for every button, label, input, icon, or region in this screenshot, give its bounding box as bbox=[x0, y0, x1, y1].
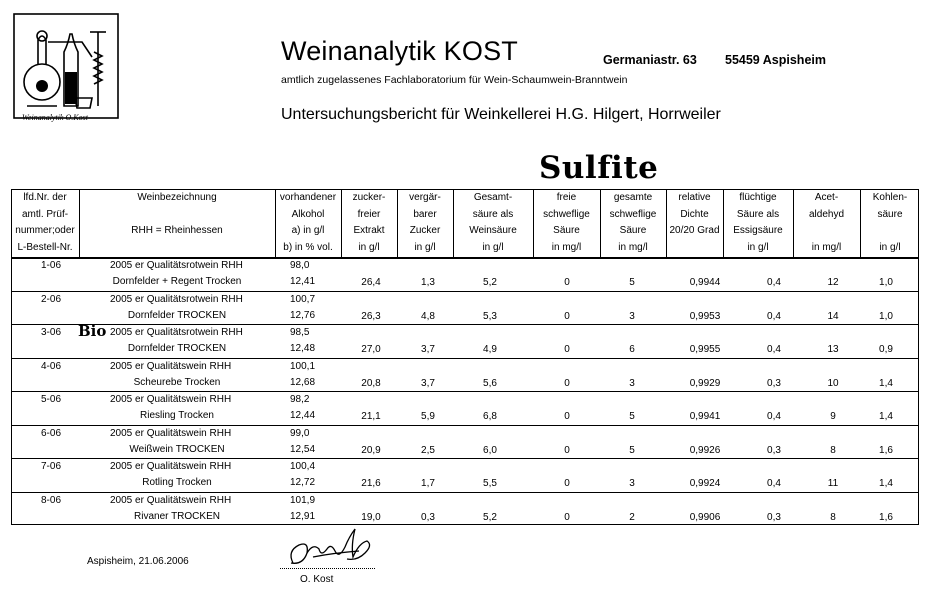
column-header-line: zucker- bbox=[352, 192, 386, 203]
column-header-line: Acet- bbox=[814, 192, 839, 203]
row-number: 5-06 bbox=[41, 394, 62, 405]
value-ges_so2: 3 bbox=[629, 478, 635, 489]
wine-name: Scheurebe Trocken bbox=[133, 376, 221, 388]
value-kohlen: 0,9 bbox=[879, 344, 893, 355]
column-header-line: in mg/l bbox=[551, 241, 582, 253]
value-frei_so2: 0 bbox=[564, 511, 570, 523]
value-kohlen: 1,6 bbox=[879, 444, 893, 456]
column-header-line: in g/l bbox=[879, 241, 901, 253]
row-separator bbox=[11, 291, 919, 292]
value-fluechtig: 0,4 bbox=[767, 344, 781, 355]
value-saeure: 5,6 bbox=[483, 377, 497, 389]
value-saeure: 5,5 bbox=[483, 478, 497, 489]
value-kohlen: 1,4 bbox=[879, 377, 893, 389]
wine-vintage: 2005 er Qualitätswein RHH bbox=[110, 427, 232, 439]
column-header-line: vergär- bbox=[409, 192, 441, 203]
value-ges_so2: 3 bbox=[629, 377, 635, 389]
column-header-line: in g/l bbox=[747, 241, 769, 253]
column-header-line: schweflige bbox=[609, 208, 657, 220]
signature-line bbox=[280, 568, 375, 569]
value-saeure: 5,2 bbox=[483, 511, 497, 523]
column-header-line: freier bbox=[357, 208, 381, 220]
value-zucker: 5,9 bbox=[421, 411, 435, 422]
value-kohlen: 1,0 bbox=[879, 310, 893, 322]
value-zucker: 0,3 bbox=[421, 511, 435, 523]
value-extrakt: 26,4 bbox=[361, 277, 381, 288]
column-header-line: nummer;oder bbox=[15, 225, 75, 237]
row-separator bbox=[11, 358, 919, 359]
value-extrakt: 21,6 bbox=[361, 478, 381, 489]
value-fluechtig: 0,3 bbox=[767, 444, 781, 456]
value-zucker: 1,3 bbox=[421, 277, 435, 288]
value-kohlen: 1,0 bbox=[879, 277, 893, 288]
lab-street: Germaniastr. 63 bbox=[603, 53, 697, 67]
wine-vintage: 2005 er Qualitätsrotwein RHH bbox=[110, 327, 243, 338]
row-number: 8-06 bbox=[41, 494, 62, 506]
column-header-line: säure bbox=[877, 208, 903, 220]
alcohol-vol: 12,54 bbox=[290, 443, 316, 455]
alcohol-gl: 98,5 bbox=[290, 327, 310, 338]
wine-vintage: 2005 er Qualitätsrotwein RHH bbox=[110, 260, 243, 271]
column-header-line: in mg/l bbox=[618, 241, 648, 253]
row-number: 6-06 bbox=[41, 427, 62, 439]
wine-name: Rivaner TROCKEN bbox=[134, 510, 220, 522]
wine-name: Dornfelder + Regent Trocken bbox=[112, 276, 242, 287]
row-separator bbox=[11, 425, 919, 426]
place-date: Aspisheim, 21.06.2006 bbox=[87, 556, 189, 567]
wine-name: Dornfelder TROCKEN bbox=[127, 343, 227, 354]
value-extrakt: 19,0 bbox=[361, 511, 381, 523]
wine-name: Weißwein TROCKEN bbox=[129, 443, 225, 455]
header-bottom-rule bbox=[11, 257, 919, 259]
value-fluechtig: 0,4 bbox=[767, 478, 781, 489]
column-header-line: Weinbezeichnung bbox=[137, 192, 217, 203]
column-header-line: in g/l bbox=[482, 241, 504, 253]
value-frei_so2: 0 bbox=[564, 377, 570, 389]
value-acet: 14 bbox=[827, 310, 839, 322]
column-header-line: b) in % vol. bbox=[283, 241, 333, 253]
sulfite-stamp: Sulfite bbox=[539, 150, 659, 186]
value-frei_so2: 0 bbox=[564, 310, 570, 322]
column-header-line: barer bbox=[413, 208, 437, 220]
value-frei_so2: 0 bbox=[564, 344, 570, 355]
alcohol-vol: 12,48 bbox=[290, 343, 316, 354]
row-separator bbox=[11, 492, 919, 493]
column-header-line: in g/l bbox=[358, 241, 380, 253]
value-saeure: 4,9 bbox=[483, 344, 497, 355]
column-header-line: Säure als bbox=[736, 208, 780, 220]
row-number: 7-06 bbox=[41, 461, 62, 472]
wine-vintage: 2005 er Qualitätswein RHH bbox=[110, 461, 232, 472]
value-fluechtig: 0,4 bbox=[767, 277, 781, 288]
column-header-line: L-Bestell-Nr. bbox=[17, 241, 73, 253]
value-ges_so2: 5 bbox=[629, 444, 635, 456]
value-acet: 10 bbox=[827, 377, 839, 389]
wine-name: Dornfelder TROCKEN bbox=[127, 309, 227, 321]
alcohol-gl: 100,1 bbox=[290, 360, 316, 372]
value-acet: 9 bbox=[830, 411, 836, 422]
report-title: Untersuchungsbericht für Weinkellerei H.G. Hilgert, Horrweiler bbox=[281, 106, 721, 123]
alcohol-gl: 98,0 bbox=[290, 260, 310, 271]
analysis-table bbox=[11, 189, 920, 525]
value-zucker: 1,7 bbox=[421, 478, 435, 489]
column-header-line: 20/20 Grad bbox=[669, 225, 720, 237]
value-frei_so2: 0 bbox=[564, 444, 570, 456]
handwritten-signature-icon bbox=[283, 523, 383, 571]
value-frei_so2: 0 bbox=[564, 478, 570, 489]
lab-subtitle: amtlich zugelassenes Fachlaboratorium für Wein-Schaumwein-Branntwein bbox=[281, 74, 628, 86]
signer-name: O. Kost bbox=[300, 574, 334, 585]
alcohol-gl: 100,4 bbox=[290, 461, 316, 472]
value-kohlen: 1,4 bbox=[879, 411, 893, 422]
value-kohlen: 1,6 bbox=[879, 511, 893, 523]
column-header-line: Zucker bbox=[409, 225, 441, 237]
column-header-line: Gesamt- bbox=[473, 192, 513, 203]
column-header-line: RHH = Rheinhessen bbox=[131, 225, 223, 237]
wine-name: Rotling Trocken bbox=[142, 477, 212, 488]
column-header-line: säure als bbox=[472, 208, 514, 220]
value-fluechtig: 0,4 bbox=[767, 411, 781, 422]
value-fluechtig: 0,3 bbox=[767, 511, 781, 523]
wine-name: Riesling Trocken bbox=[140, 410, 214, 421]
alcohol-vol: 12,44 bbox=[290, 410, 316, 421]
column-header-line: lfd.Nr. der bbox=[23, 192, 67, 203]
row-number: 4-06 bbox=[41, 360, 62, 372]
wine-vintage: 2005 er Qualitätswein RHH bbox=[110, 360, 232, 372]
value-acet: 12 bbox=[827, 277, 839, 288]
value-saeure: 6,8 bbox=[483, 411, 497, 422]
lab-logo bbox=[12, 12, 122, 127]
column-header-line: vorhandener bbox=[279, 192, 337, 203]
value-dichte: 0,9924 bbox=[689, 478, 721, 489]
column-header-line: Säure bbox=[553, 225, 580, 237]
column-header-line: Essigsäure bbox=[733, 225, 783, 237]
value-ges_so2: 6 bbox=[629, 344, 635, 355]
alcohol-gl: 99,0 bbox=[290, 427, 310, 439]
value-acet: 8 bbox=[830, 444, 836, 456]
alcohol-gl: 100,7 bbox=[290, 293, 316, 305]
alcohol-vol: 12,41 bbox=[290, 276, 316, 287]
value-kohlen: 1,4 bbox=[879, 478, 893, 489]
column-header-line: in g/l bbox=[414, 241, 436, 253]
bio-mark: Bio bbox=[78, 322, 107, 340]
row-number: 2-06 bbox=[41, 293, 62, 305]
column-header-line: flüchtige bbox=[739, 192, 777, 203]
column-header-line: Extrakt bbox=[353, 225, 385, 237]
value-extrakt: 21,1 bbox=[361, 411, 381, 422]
alcohol-gl: 98,2 bbox=[290, 394, 310, 405]
column-header-line: Kohlen- bbox=[872, 192, 908, 203]
value-saeure: 5,2 bbox=[483, 277, 497, 288]
value-ges_so2: 5 bbox=[629, 411, 635, 422]
value-ges_so2: 5 bbox=[629, 277, 635, 288]
value-fluechtig: 0,3 bbox=[767, 377, 781, 389]
value-extrakt: 27,0 bbox=[361, 344, 381, 355]
column-header-line: relative bbox=[678, 192, 711, 203]
row-separator bbox=[11, 458, 919, 459]
column-header-line: Säure bbox=[619, 225, 647, 237]
value-ges_so2: 3 bbox=[629, 310, 635, 322]
wine-vintage: 2005 er Qualitätswein RHH bbox=[110, 494, 232, 506]
value-zucker: 3,7 bbox=[421, 377, 435, 389]
value-zucker: 2,5 bbox=[421, 444, 435, 456]
distillation-flask-bottle-corkscrew-icon bbox=[12, 12, 122, 127]
value-acet: 13 bbox=[827, 344, 839, 355]
alcohol-vol: 12,76 bbox=[290, 309, 316, 321]
column-header-line: a) in g/l bbox=[291, 225, 325, 237]
value-zucker: 4,8 bbox=[421, 310, 435, 322]
value-zucker: 3,7 bbox=[421, 344, 435, 355]
wine-vintage: 2005 er Qualitätsrotwein RHH bbox=[110, 293, 243, 305]
value-acet: 8 bbox=[830, 511, 836, 523]
wine-vintage: 2005 er Qualitätswein RHH bbox=[110, 394, 232, 405]
value-extrakt: 20,9 bbox=[361, 444, 381, 456]
value-extrakt: 20,8 bbox=[361, 377, 381, 389]
alcohol-vol: 12,72 bbox=[290, 477, 316, 488]
value-dichte: 0,9941 bbox=[689, 411, 721, 422]
value-frei_so2: 0 bbox=[564, 277, 570, 288]
value-saeure: 6,0 bbox=[483, 444, 497, 456]
column-header-line: Weinsäure bbox=[469, 225, 517, 237]
value-dichte: 0,9926 bbox=[689, 444, 721, 456]
value-dichte: 0,9929 bbox=[689, 377, 721, 389]
logo-caption: Weinanalytik O.Kost bbox=[22, 113, 88, 122]
lab-city: 55459 Aspisheim bbox=[725, 53, 826, 67]
column-header-line: schweflige bbox=[543, 208, 590, 220]
value-extrakt: 26,3 bbox=[361, 310, 381, 322]
value-fluechtig: 0,4 bbox=[767, 310, 781, 322]
row-number: 1-06 bbox=[41, 260, 62, 271]
value-dichte: 0,9953 bbox=[689, 310, 721, 322]
value-saeure: 5,3 bbox=[483, 310, 497, 322]
column-header-line: aldehyd bbox=[808, 208, 845, 220]
value-acet: 11 bbox=[827, 478, 839, 489]
column-header-line: gesamte bbox=[613, 192, 653, 203]
column-header-line: Dichte bbox=[680, 208, 709, 220]
row-number: 3-06 bbox=[41, 327, 62, 338]
value-dichte: 0,9955 bbox=[689, 344, 721, 355]
alcohol-gl: 101,9 bbox=[290, 494, 316, 506]
value-frei_so2: 0 bbox=[564, 411, 570, 422]
column-header-line: in mg/l bbox=[811, 241, 842, 253]
alcohol-vol: 12,91 bbox=[290, 510, 316, 522]
lab-name: Weinanalytik KOST bbox=[281, 36, 518, 66]
value-ges_so2: 2 bbox=[629, 511, 635, 523]
row-separator bbox=[11, 391, 919, 392]
value-dichte: 0,9944 bbox=[689, 277, 721, 288]
alcohol-vol: 12,68 bbox=[290, 376, 316, 388]
row-separator bbox=[11, 324, 919, 325]
column-header-line: Alkohol bbox=[291, 208, 325, 220]
column-header-line: amtl. Prüf- bbox=[21, 208, 69, 220]
column-header-line: freie bbox=[556, 192, 577, 203]
value-dichte: 0,9906 bbox=[689, 511, 721, 523]
